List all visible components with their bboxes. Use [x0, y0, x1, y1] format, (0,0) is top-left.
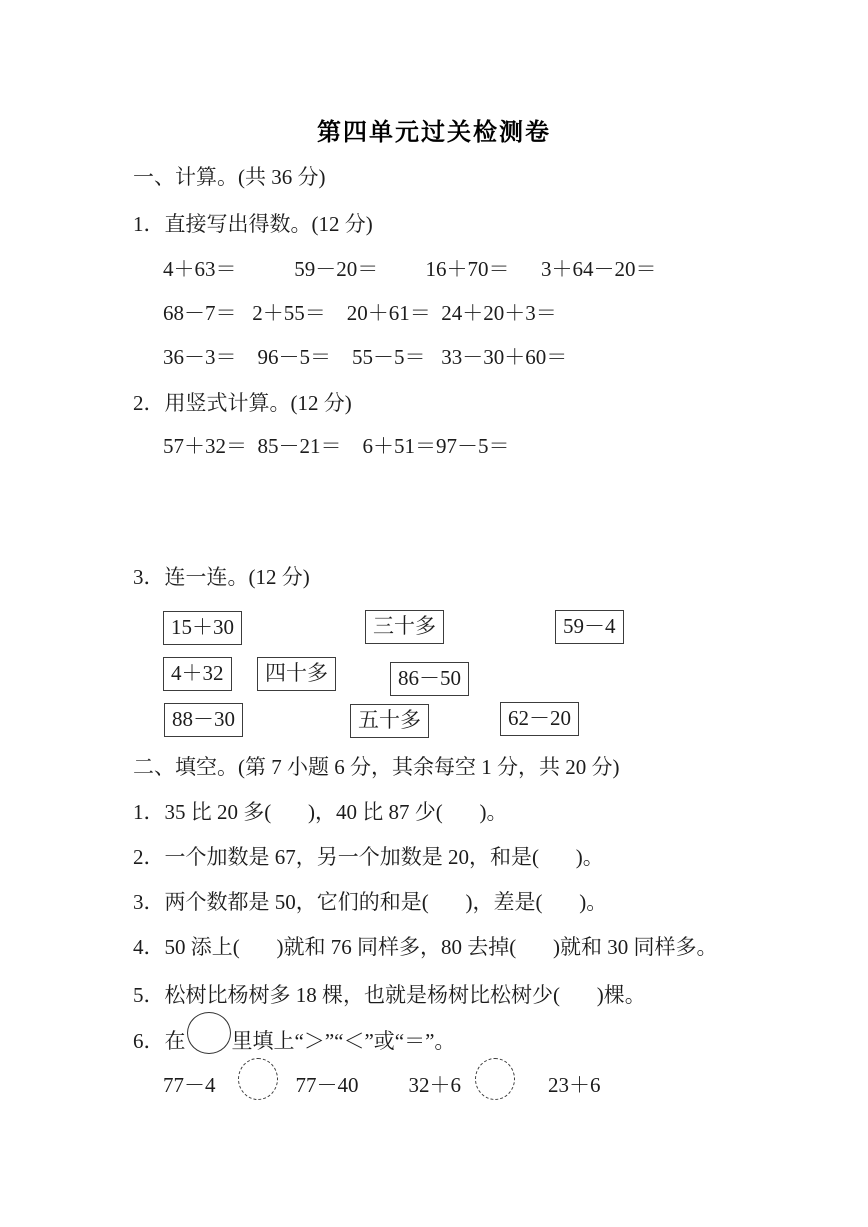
- q2-label: 2．用竖式计算。(12 分): [133, 391, 352, 415]
- q1-equations-row1: 4＋63＝ 59－20＝ 16＋70＝ 3＋64－20＝: [163, 257, 657, 281]
- match-box-59minus4: 59－4: [555, 610, 624, 644]
- match-box-thirty-something: 三十多: [365, 610, 444, 644]
- q2-equations-row: 57＋32＝ 85－21＝ 6＋51＝97－5＝: [163, 434, 510, 458]
- page-title: 第四单元过关检测卷: [317, 120, 551, 146]
- section1-header: 一、计算。(共 36 分): [133, 165, 326, 189]
- match-box-15plus30: 15＋30: [163, 611, 242, 645]
- match-box-forty-something: 四十多: [257, 657, 336, 691]
- compare-circle-icon-2: [475, 1058, 515, 1100]
- compare-expr-1: 77－4: [163, 1073, 216, 1097]
- match-box-86minus50: 86－50: [390, 662, 469, 696]
- blank-circle-icon: [187, 1012, 231, 1054]
- compare-expr-2: 77－40: [295, 1073, 359, 1097]
- fill-item-3: 3．两个数都是 50，它们的和是( )，差是( )。: [133, 890, 608, 914]
- match-box-62minus20: 62－20: [500, 702, 579, 736]
- q3-label: 3．连一连。(12 分): [133, 565, 310, 589]
- q1-equations-row3: 36－3＝ 96－5＝ 55－5＝ 33－30＋60＝: [163, 345, 568, 369]
- fill-item-2: 2．一个加数是 67，另一个加数是 20，和是( )。: [133, 845, 604, 869]
- fill-item-4: 4．50 添上( )就和 76 同样多，80 去掉( )就和 30 同样多。: [133, 935, 718, 959]
- fill-item-1: 1．35 比 20 多( )，40 比 87 少( )。: [133, 800, 508, 824]
- compare-circle-icon-1: [238, 1058, 278, 1100]
- item6-prefix: 6．在: [133, 1029, 186, 1053]
- fill-item-5: 5．松树比杨树多 18 棵，也就是杨树比松树少( )棵。: [133, 983, 646, 1007]
- fill-item-6: [133, 1012, 455, 1056]
- compare-row: [163, 1058, 601, 1100]
- compare-expr-3: 32＋6: [408, 1073, 461, 1097]
- section2-header: 二、填空。(第 7 小题 6 分，其余每空 1 分，共 20 分): [133, 755, 620, 779]
- q1-equations-row2: 68－7＝ 2＋55＝ 20＋61＝ 24＋20＋3＝: [163, 301, 557, 325]
- match-box-fifty-something: 五十多: [350, 704, 429, 738]
- compare-expr-4: 23＋6: [548, 1073, 601, 1097]
- match-box-88minus30: 88－30: [164, 703, 243, 737]
- match-box-4plus32: 4＋32: [163, 657, 232, 691]
- q1-label: 1．直接写出得数。(12 分): [133, 212, 373, 236]
- item6-suffix: 里填上“＞”“＜”或“＝”。: [231, 1029, 456, 1053]
